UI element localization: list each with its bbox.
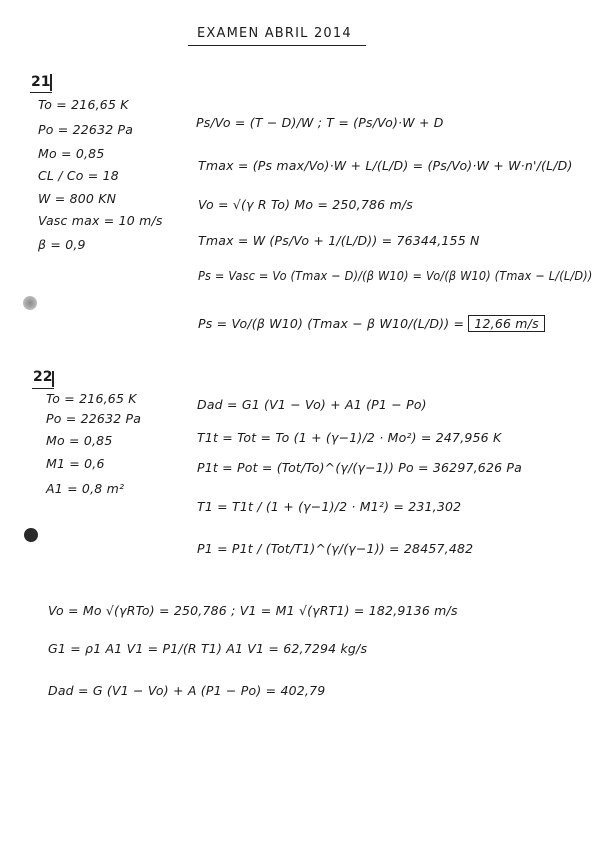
- ex21-given-3: CL / Co = 18: [38, 168, 119, 183]
- ex22-eq-4: P1 = P1t / (Tot/T1)^(γ/(γ−1)) = 28457,482: [197, 541, 474, 556]
- ex21-given-6: β = 0,9: [38, 237, 86, 252]
- ex22-eq-1: T1t = Tot = To (1 + (γ−1)/2 · Mo²) = 247,956 K: [197, 430, 502, 445]
- hole-punch-top: [23, 296, 37, 310]
- ex22-given-0: To = 216,65 K: [46, 391, 137, 406]
- ex21-final-equation: Ps = Vo/(β W10) (Tmax − β W10/(L/D)) =: [198, 316, 469, 331]
- ex21-given-1: Po = 22632 Pa: [38, 122, 134, 137]
- title-underline: [188, 45, 366, 46]
- ex21-eq-0: Ps/Vo = (T − D)/W ; T = (Ps/Vo)·W + D: [196, 115, 444, 130]
- ex22-given-4: A1 = 0,8 m²: [46, 481, 125, 496]
- ex21-given-2: Mo = 0,85: [38, 146, 105, 161]
- ex21-eq-5: [198, 316, 545, 331]
- exercise-21-label: 21: [31, 74, 51, 90]
- ex22-eq-3: T1 = T1t / (1 + (γ−1)/2 · M1²) = 231,302: [197, 499, 462, 514]
- exercise-22-underline: [32, 388, 54, 389]
- ex22-bottom-1: G1 = ρ1 A1 V1 = P1/(R T1) A1 V1 = 62,7294 kg/s: [48, 641, 368, 656]
- ex22-given-2: Mo = 0,85: [46, 433, 113, 448]
- ex22-given-3: M1 = 0,6: [46, 456, 105, 471]
- ex21-given-0: To = 216,65 K: [38, 97, 129, 112]
- ex21-eq-3: Tmax = W (Ps/Vo + 1/(L/D)) = 76344,155 N: [198, 233, 480, 248]
- exercise-21-bracket: [50, 74, 52, 91]
- ex21-eq-1: Tmax = (Ps max/Vo)·W + L/(L/D) = (Ps/Vo)·W + W·n'/(L/D): [198, 158, 573, 173]
- ex22-given-1: Po = 22632 Pa: [46, 411, 142, 426]
- exercise-22-label: 22: [33, 369, 53, 385]
- ex21-result-box: 12,66 m/s: [468, 315, 544, 332]
- hole-punch-bottom: [24, 528, 38, 542]
- ex22-eq-2: P1t = Pot = (Tot/To)^(γ/(γ−1)) Po = 36297,626 Pa: [197, 460, 523, 475]
- ex21-eq-4: Ps = Vasc = Vo (Tmax − D)/(β W10) = Vo/(β W10) (Tmax − L/(L/D)): [198, 268, 593, 283]
- ex21-eq-2: Vo = √(γ R To) Mo = 250,786 m/s: [198, 197, 413, 212]
- ex22-bottom-0: Vo = Mo √(γRTo) = 250,786 ; V1 = M1 √(γRT1) = 182,9136 m/s: [48, 603, 458, 618]
- exercise-21-underline: [30, 92, 52, 93]
- ex22-eq-0: Dad = G1 (V1 − Vo) + A1 (P1 − Po): [197, 397, 427, 412]
- page-title: EXAMEN ABRIL 2014: [197, 26, 352, 41]
- exercise-22-bracket: [52, 371, 54, 387]
- ex21-given-4: W = 800 KN: [38, 191, 117, 206]
- ex22-bottom-2: Dad = G (V1 − Vo) + A (P1 − Po) = 402,79: [48, 683, 326, 698]
- ex21-given-5: Vasc max = 10 m/s: [38, 213, 163, 228]
